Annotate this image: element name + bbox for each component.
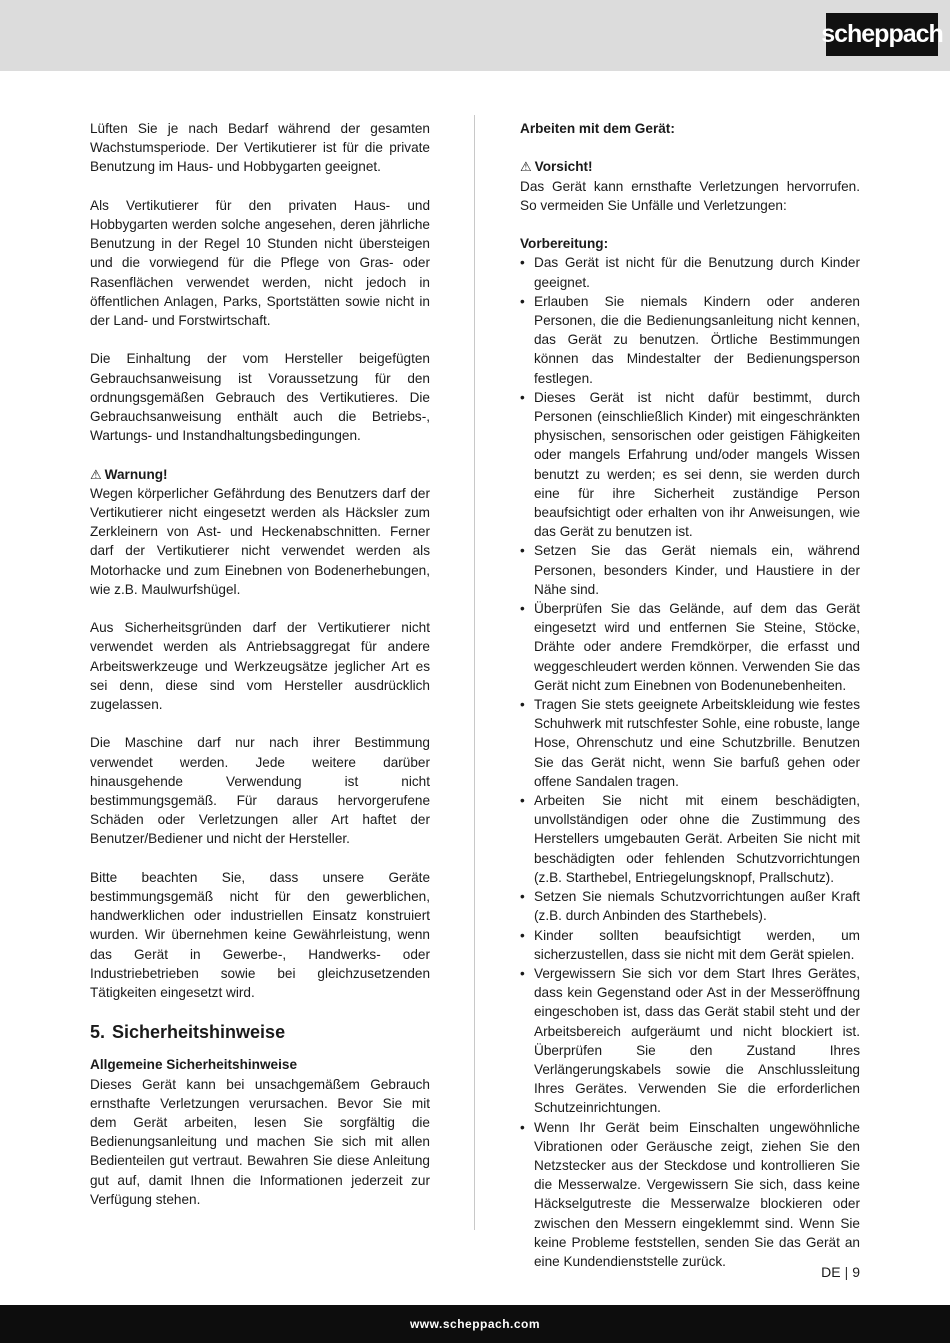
warning-title: Warnung! — [104, 466, 168, 482]
subheading: Vorbereitung: — [520, 236, 609, 252]
left-column — [90, 119, 430, 1228]
paragraph: Dieses Gerät kann bei unsachgemäßem Gebrauch ernsthafte Verletzungen verursachen. Bevor Sie mit dem Gerät arbeiten, lesen Sie sorgfältig die Bedienungsanleitung und machen Sie sich mit allen Bedienteilen gut vertraut. Bewahren Sie diese Anleitung gut auf, damit Ihnen die Informationen jederzeit zur Verfügung stehen. — [90, 1076, 430, 1207]
bullet-icon: • — [520, 889, 525, 905]
list-item: • Wenn Ihr Gerät beim Einschalten ungewöhnliche Vibrationen oder Geräusche zeigt, ziehen Sie den Netzstecker aus der Steckdose und kontrollieren Sie die Messerwalze. Vergewissern Sie sich, dass keine Häckselgutreste die Messerwalze blockieren oder zwischen den Messern eingeklemmt sind. Wenn Sie keine Probleme feststellen, senden Sie das Gerät an eine Kundendienststelle zurück. — [520, 1119, 860, 1269]
bullet-icon: • — [520, 1119, 525, 1135]
list-item: • Kinder sollten beaufsichtigt werden, um sicherzustellen, dass sie nicht mit dem Gerät spielen. — [520, 927, 860, 962]
list-item: • Setzen Sie niemals Schutzvorrichtungen außer Kraft (z.B. durch Anbinden des Starthebels). — [520, 889, 860, 924]
bullet-icon: • — [520, 965, 525, 981]
column-divider — [474, 115, 475, 1230]
website-url: www.scheppach.com — [409, 1317, 541, 1331]
list-item: • Vergewissern Sie sich vor dem Start Ihres Gerätes, dass kein Gegenstand oder Ast in der Messeröffnung eingeschoben ist, dass das Gerät stabil steht und der Arbeitsbereich aufgeräumt und nicht blockiert ist. Überprüfen Sie den Zustand Ihres Verlängerungskabels sowie die Anschlussleitung Ihres Gerätes. Verwenden Sie die erforderlichen Schutzeinrichtungen. — [520, 965, 860, 1116]
bullet-icon: • — [520, 389, 525, 405]
paragraph: Bitte beachten Sie, dass unsere Geräte bestimmungsgemäß nicht für den gewerblichen, handwerklichen oder industriellen Einsatz konstruiert wurden. Wir übernehmen keine Gewährleistung, wenn das Gerät in Gewerbe-, Handwerks- oder Industriebetrieben sowie bei gleichzusetzenden Tätigkeiten eingesetzt wird. — [90, 869, 430, 1001]
page-number — [821, 1264, 860, 1280]
list-item: • Dieses Gerät ist nicht dafür bestimmt, durch Personen (einschließlich Kinder) mit eingeschränkten physischen, sensorischen oder geistigen Fähigkeiten oder mangels Erfahrung und/oder mangels Wissen benutzt zu werden; es sei denn, sie werden durch eine für ihre Sicherheit zuständige Person beaufsichtigt oder erhalten von ihr Anweisungen, wie das Gerät zu benutzen ist. — [520, 389, 860, 540]
list-item: • Tragen Sie stets geeignete Arbeitskleidung wie festes Schuhwerk mit rutschfester Sohle, eine robuste, lange Hose, Ohrenschutz und eine Schutzbrille. Benutzen Sie das Gerät nicht, wenn Sie barfuß gehen oder offene Sandalen tragen. — [520, 697, 860, 789]
warning-heading — [90, 465, 430, 484]
caution-heading — [520, 157, 860, 176]
right-column — [520, 119, 860, 1271]
subheading: Arbeiten mit dem Gerät: — [520, 121, 675, 136]
page-number-value: 9 — [852, 1264, 860, 1280]
section-title: Sicherheitshinweise — [112, 1022, 286, 1043]
list-item: • Überprüfen Sie das Gelände, auf dem das Gerät eingesetzt wird und entfernen Sie Steine, Stöcke, Drähte oder andere Fremdkörper, die erfasst und weggeschleudert werden können. Verwenden Sie das Gerät nicht zum Einebnen von Bodenunebenheiten. — [520, 601, 860, 693]
bullet-icon: • — [520, 601, 525, 617]
bullet-icon: • — [520, 927, 525, 943]
caution-title: Vorsicht! — [534, 159, 593, 175]
list-item: • Setzen Sie das Gerät niemals ein, während Personen, besonders Kinder, und Haustiere in der Nähe sind. — [520, 543, 860, 597]
header-bar — [0, 0, 950, 71]
caution-text: Das Gerät kann ernsthafte Verletzungen hervorrufen. So vermeiden Sie Unfälle und Verletzungen: — [520, 178, 860, 213]
warning-triangle-icon: ⚠ — [90, 466, 102, 482]
list-item: • Arbeiten Sie nicht mit einem beschädigten, unvollständigen oder ohne die Zustimmung des Herstellers umgebauten Gerät. Arbeiten Sie nicht mit beschädigten oder fehlenden Schutzvorrichtungen (z.B. Starthebel, Entriegelungsknopf, Prallschutz). — [520, 793, 860, 885]
paragraph: Lüften Sie je nach Bedarf während der gesamten Wachstumsperiode. Der Vertikutierer ist für die private Benutzung im Haus- und Hobbygarten geeignet. — [90, 121, 430, 175]
warning-text: Wegen körperlicher Gefährdung des Benutzers darf der Vertikutierer nicht eingesetzt werden als Häcksler zum Zerkleinern von Ast- und Heckenabschnitten. Ferner darf der Vertikutierer nicht verwendet werden als Motorhacke und zum Einebnen von Bodenerhebungen, wie z.B. Maulwurfshügel. — [90, 485, 430, 597]
section-heading — [90, 1021, 430, 1043]
bullet-icon: • — [520, 697, 525, 713]
bullet-icon: • — [520, 543, 525, 559]
scheppach-logo: scheppach — [826, 13, 938, 56]
list-item: • Das Gerät ist nicht für die Benutzung durch Kinder geeignet. — [520, 255, 860, 290]
warning-triangle-icon: ⚠ — [520, 159, 532, 175]
footer-bar — [0, 1305, 950, 1343]
list-item: • Erlauben Sie niemals Kindern oder anderen Personen, die die Bedienungsanleitung nicht kennen, das Gerät zu benutzen. Örtliche Bestimmungen können das Mindestalter der Bedienungsperson festlegen. — [520, 293, 860, 386]
paragraph: Die Maschine darf nur nach ihrer Bestimmung verwendet werden. Jede weitere darüber hinausgehende Verwendung ist nicht bestimmungsgemäß. Für daraus hervorgerufene Schäden oder Verletzungen aller Art haftet der Benutzer/Bediener und nicht der Hersteller. — [90, 735, 430, 847]
bullet-icon: • — [520, 293, 525, 309]
paragraph: Aus Sicherheitsgründen darf der Vertikutierer nicht verwendet werden als Antriebsaggregat für andere Arbeitswerkzeuge und Werkzeugsätze jeglicher Art es sei denn, diese sind vom Hersteller ausdrücklich zugelassen. — [90, 620, 430, 713]
bullet-icon: • — [520, 793, 525, 809]
bullet-icon: • — [520, 255, 525, 271]
bullet-list — [520, 253, 860, 1271]
language-code: DE — [821, 1264, 841, 1280]
section-number: 5. — [90, 1022, 106, 1043]
paragraph: Als Vertikutierer für den privaten Haus- und Hobbygarten werden solche angesehen, deren jährliche Benutzung in der Regel 10 Stunden nicht übersteigen und die vorwiegend für die Pflege von Gras- oder Rasenflächen verwendet werden, nicht jedoch in öffentlichen Anlagen, Parks, Sportstätten sowie nicht in der Land- und Forstwirtschaft. — [90, 197, 430, 329]
separator: | — [844, 1264, 849, 1280]
paragraph: Die Einhaltung der vom Hersteller beigefügten Gebrauchsanweisung ist Voraussetzung für den ordnungsgemäßen Gebrauch des Vertikutieres. Die Gebrauchsanweisung enthält auch die Betriebs-, Wartungs- und Instandhaltungsbedingungen. — [90, 351, 430, 444]
subheading: Allgemeine Sicherheitshinweise — [90, 1057, 297, 1073]
